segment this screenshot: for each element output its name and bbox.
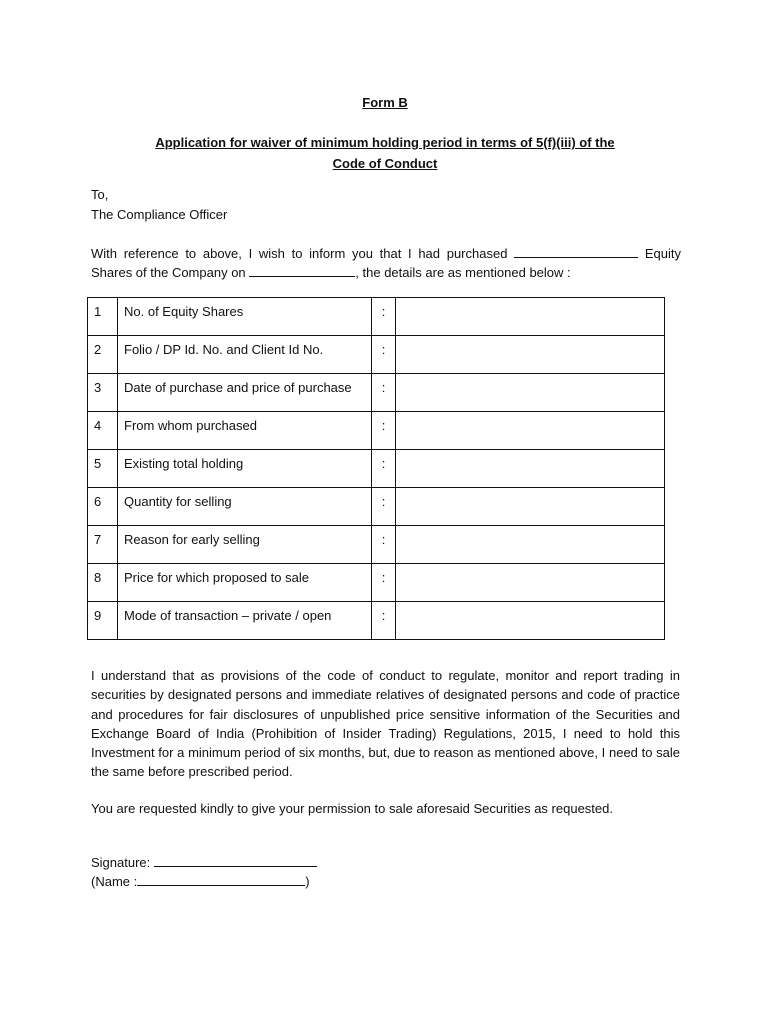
row-value-field[interactable] [396,488,665,526]
signature-line [91,853,317,870]
row-label: No. of Equity Shares [118,298,372,336]
table-row [88,526,665,564]
row-value-field[interactable] [396,450,665,488]
row-label: Date of purchase and price of purchase [118,374,372,412]
table-row [88,602,665,640]
row-value-field[interactable] [396,374,665,412]
row-label: Reason for early selling [118,526,372,564]
name-label: (Name : [91,874,138,889]
subtitle-line-1: Application for waiver of minimum holding period in terms of 5(f)(iii) of the [155,135,615,150]
table-row [88,488,665,526]
row-colon: : [372,374,396,412]
table-row [88,412,665,450]
row-value-field[interactable] [396,298,665,336]
row-label: Folio / DP Id. No. and Client Id No. [118,336,372,374]
reference-paragraph [91,244,681,282]
row-number: 2 [88,336,118,374]
row-value-field[interactable] [396,336,665,374]
row-label: Mode of transaction – private / open [118,602,372,640]
row-number: 5 [88,450,118,488]
row-number: 4 [88,412,118,450]
reference-part-1: With reference to above, I wish to inform you that I had purchased [91,246,508,261]
row-colon: : [372,564,396,602]
request-paragraph: You are requested kindly to give your permission to sale aforesaid Securities as requested. [91,801,613,816]
row-colon: : [372,298,396,336]
name-blank[interactable] [137,872,305,886]
row-value-field[interactable] [396,602,665,640]
declaration-paragraph: I understand that as provisions of the code of conduct to regulate, monitor and report trading in securities by designated persons and immediate relatives of designated persons and code of practice and procedures for fair disclosures of unpublished price sensitive information of the Securities and Exchange Board of India (Prohibition of Insider Trading) Regulations, 2015, I need to hold this Investment for a minimum period of six months, but, due to reason as mentioned above, I need to sale the same before prescribed period. [91,668,680,780]
table-row [88,564,665,602]
signature-blank[interactable] [154,853,317,867]
row-colon: : [372,336,396,374]
row-label: From whom purchased [118,412,372,450]
form-subtitle [100,132,670,174]
form-title: Form B [362,95,408,110]
address-to: To, [91,187,109,202]
row-number: 8 [88,564,118,602]
row-value-field[interactable] [396,412,665,450]
name-close: ) [305,874,310,889]
row-colon: : [372,602,396,640]
table-row [88,336,665,374]
row-value-field[interactable] [396,564,665,602]
table-row [88,374,665,412]
subtitle-line-2: Code of Conduct [332,156,438,171]
row-colon: : [372,450,396,488]
reference-part-3: , the details are as mentioned below : [355,265,571,280]
row-value-field[interactable] [396,526,665,564]
row-label: Price for which proposed to sale [118,564,372,602]
row-colon: : [372,412,396,450]
row-number: 1 [88,298,118,336]
purchase-date-blank[interactable] [249,263,355,277]
table-row [88,298,665,336]
name-line [91,872,310,889]
row-number: 9 [88,602,118,640]
row-number: 7 [88,526,118,564]
signature-label: Signature: [91,855,151,870]
row-colon: : [372,526,396,564]
row-number: 6 [88,488,118,526]
row-label: Existing total holding [118,450,372,488]
details-table [87,297,665,640]
row-colon: : [372,488,396,526]
address-recipient: The Compliance Officer [91,207,228,222]
shares-count-blank[interactable] [514,244,638,258]
table-row [88,450,665,488]
reference-part-2: Equity Shares of the Company on [91,246,681,280]
row-label: Quantity for selling [118,488,372,526]
row-number: 3 [88,374,118,412]
